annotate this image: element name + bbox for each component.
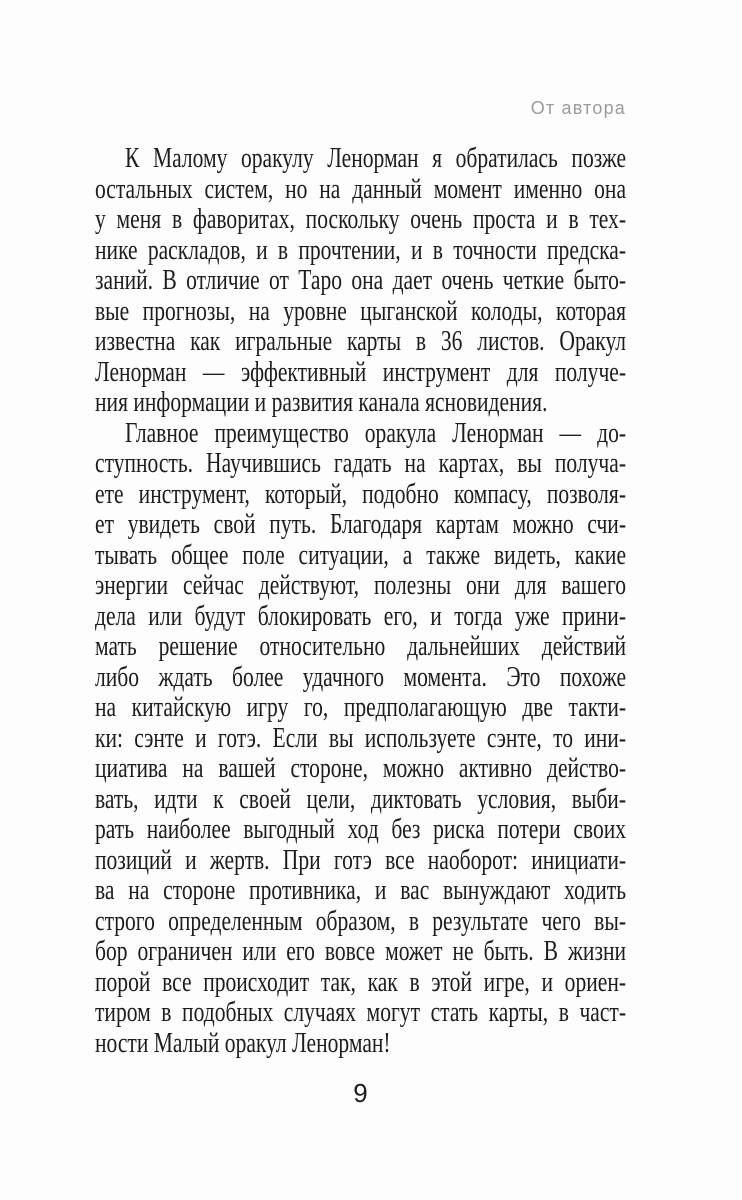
text-line: ете инструмент, который, подобно компасу, позволя- [95, 478, 627, 510]
text-line: ва на стороне противника, и вас вынуждают ходить [95, 875, 627, 906]
text-line: нике раскладов, и в прочтении, и в точности предска- [95, 234, 627, 266]
text-line: заний. В отличие от Таро она дает очень четкие быто- [95, 265, 627, 296]
text-line: тиром в подобных случаях могут стать карты, в част- [95, 997, 627, 1028]
text-line: порой все происходит так, как в этой игре, и ориен- [95, 966, 627, 998]
text-line: рать наиболее выгодный ход без риска потери своих [95, 814, 627, 845]
text-line: К Малому оракулу Ленорман я обратилась позже [125, 143, 627, 174]
body-text [95, 144, 626, 1059]
text-line: ет увидеть свой путь. Благодаря картам можно счи- [95, 509, 627, 540]
text-line: Ленорман — эффективный инструмент для получе- [95, 356, 627, 388]
text-line: ступность. Научившись гадать на картах, вы получа- [95, 448, 627, 479]
text-line: известна как игральные карты в 36 листов. Оракул [95, 326, 627, 357]
text-line: либо ждать более удачного момента. Это похоже [95, 661, 627, 693]
text-line: позиций и жертв. При готэ все наоборот: инициати- [95, 844, 627, 876]
text-line: Главное преимущество оракула Ленорман — до- [125, 417, 627, 449]
text-line: ки: сэнте и готэ. Если вы используете сэнте, то ини- [95, 722, 627, 754]
text-line: вать, идти к своей цели, диктовать условия, выби- [95, 783, 627, 815]
text-line: остальных систем, но на данный момент именно она [95, 173, 627, 205]
page-number: 9 [353, 1078, 368, 1108]
text-line: бор ограничен или его вовсе может не быть. В жизни [95, 936, 627, 967]
text-line: на китайскую игру го, предполагающую две такти- [95, 692, 627, 723]
text-line: ности Малый оракул Ленорман! [95, 1027, 391, 1059]
running-header: От автора [530, 98, 626, 118]
text-line: энергии сейчас действуют, полезны они для вашего [95, 570, 627, 601]
text-line: вые прогнозы, на уровне цыганской колоды, которая [95, 295, 627, 327]
text-line: мать решение относительно дальнейших действий [95, 631, 627, 662]
text-line: у меня в фаворитах, поскольку очень проста и в тех- [95, 204, 627, 235]
text-line: циатива на вашей стороне, можно активно действо- [95, 753, 627, 784]
text-line: строго определенным образом, в результате чего вы- [95, 905, 627, 937]
text-line: тывать общее поле ситуации, а также видеть, какие [95, 539, 627, 571]
text-line: дела или будут блокировать его, и тогда уже прини- [95, 600, 627, 632]
text-line: ния информации и развития канала ясновидения. [95, 387, 548, 418]
